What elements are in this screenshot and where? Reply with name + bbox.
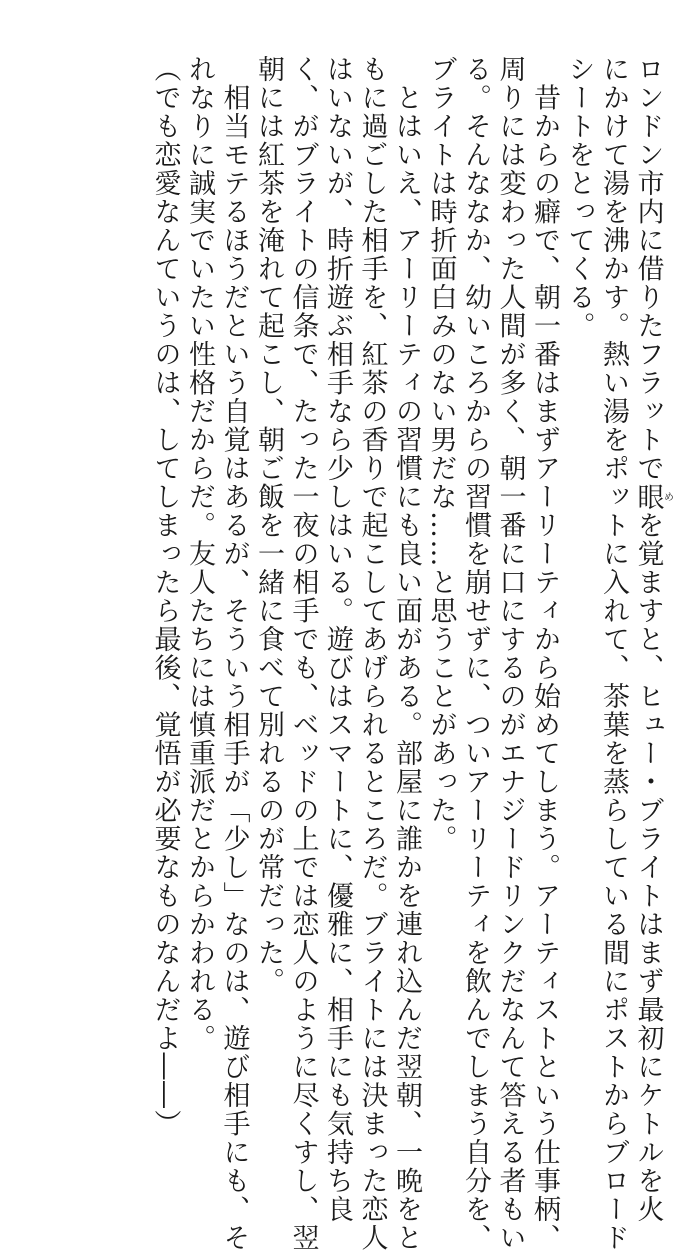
text-line: 周りには変わった人間が多く、朝一番に口にするのがエナジードリンクだなんて答える者もい (494, 55, 526, 1252)
text-line: 相当モテるほうだという自覚はあるが、そういう相手が「少し」なのは、遊び相手にも、そ (218, 55, 250, 1252)
text-line: ロンドン市内に借りたフラットで眼めを覚ますと、ヒュー・ブライトはまず最初にケトルを火 (632, 55, 673, 1224)
text-line: にかけて湯を沸かす。熱い湯をポットに入れて、茶葉を蒸らしている間にポストからブロード (598, 55, 629, 1252)
text-line: る。そんななか、幼いころからの習慣を崩せずに、ついアーリーティを飲んでしまう自分を、 (460, 55, 491, 1252)
vertical-text-body (147, 55, 673, 1252)
text-line: 朝には紅茶を淹れて起こし、朝ご飯を一緒に食べて別れるのが常だった。 (253, 55, 284, 996)
text-line: ブライトは時折面白みのない男だな……と思うことがあった。 (425, 55, 457, 853)
text-line: もに過ごした相手を、紅茶の香りで起こしてあげられるところだ。ブライトには決まった恋人 (356, 55, 388, 1252)
ruby-annotation: 眼め (632, 482, 673, 511)
text-line: く、がブライトの信条で、たった一夜の相手でも、ベッドの上では恋人のように尽くすし、翌 (287, 55, 319, 1252)
text-line: （でも恋愛なんていうのは、してしまったら最後、覚悟が必要なものなんだよ――） (149, 55, 181, 1138)
text-line: はいないが、時折遊ぶ相手なら少しはいる。遊びはスマートに、優雅に、相手にも気持ち良 (322, 55, 353, 1224)
text-line: とはいえ、アーリーティの習慣にも良い面がある。部屋に誰かを連れ込んだ翌朝、一晩をと (391, 55, 422, 1252)
text-line: 昔からの癖で、朝一番はまずアーリーティから始めてしまう。アーティストという仕事柄、 (529, 55, 560, 1252)
text-line: れなりに誠実でいたい性格だからだ。友人たちには慎重派だとからかわれる。 (184, 55, 215, 1053)
text-line: シートをとってくる。 (563, 55, 595, 340)
